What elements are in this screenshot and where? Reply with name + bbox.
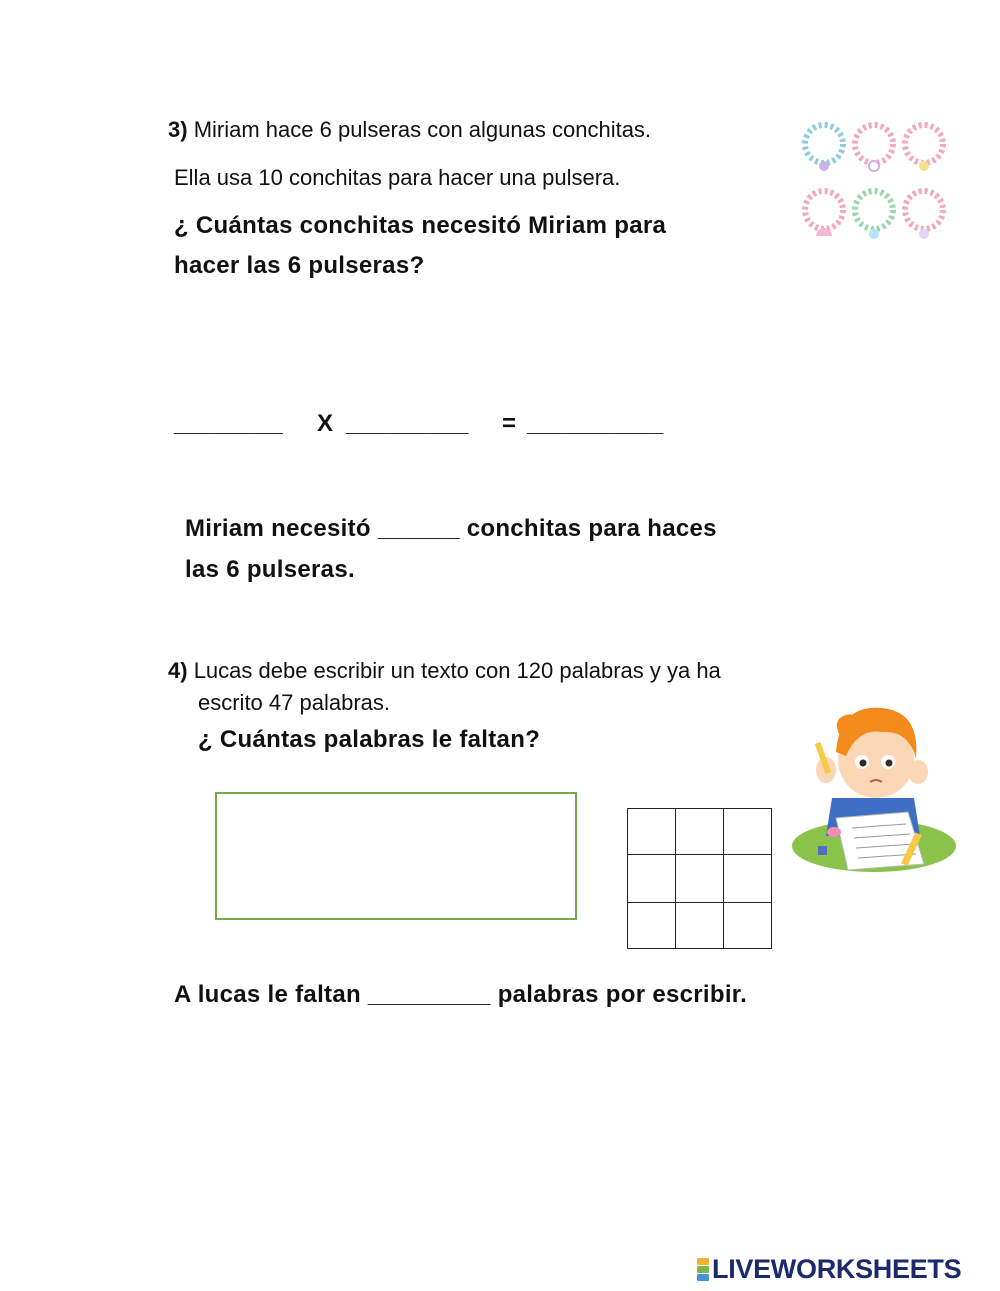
q4-line1: Lucas debe escribir un texto con 120 palabras y ya ha [193,658,721,683]
grid-cell[interactable] [628,855,676,903]
q3-blank1[interactable]: ________ [174,410,284,437]
q4-number: 4) [168,658,188,683]
grid-cell[interactable] [628,809,676,855]
q4-answer-box[interactable] [215,792,577,920]
grid-cell[interactable] [724,903,772,949]
q4-answer[interactable]: A lucas le faltan _________ palabras por escribir. [174,981,748,1008]
grid-cell[interactable] [724,809,772,855]
bracelets-image [798,114,950,260]
q3-line1-row [168,117,651,143]
logo-text: LIVEWORKSHEETS [712,1253,962,1284]
grid-cell[interactable] [676,809,724,855]
q3-line2: Ella usa 10 conchitas para hacer una pulsera. [174,165,621,190]
q4-line1-row [168,658,721,684]
liveworksheets-logo [697,1254,961,1284]
q3-line1: Miriam hace 6 pulseras con algunas conchitas. [193,117,652,142]
q3-equals-symbol: = [502,410,517,437]
q3-times-symbol: X [317,410,334,437]
q3-answer-line2: las 6 pulseras. [185,556,355,583]
boy-writing-image [790,686,958,876]
grid-cell[interactable] [676,903,724,949]
grid-cell[interactable] [724,855,772,903]
grid-cell[interactable] [628,903,676,949]
q4-question: ¿ Cuántas palabras le faltan? [198,726,541,753]
grid-cell[interactable] [676,855,724,903]
q3-question-line2: hacer las 6 pulseras? [174,252,425,279]
q3-number: 3) [168,117,188,142]
q3-answer-line1[interactable]: Miriam necesitó ______ conchitas para haces [185,515,717,542]
q3-blank3[interactable]: __________ [527,410,664,437]
q4-line2: escrito 47 palabras. [198,690,390,715]
q3-question-line1: ¿ Cuántas conchitas necesitó Miriam para [174,212,667,239]
logo-blocks-icon [697,1258,709,1281]
q4-calc-grid[interactable] [627,808,772,949]
q3-blank2[interactable]: _________ [346,410,469,437]
